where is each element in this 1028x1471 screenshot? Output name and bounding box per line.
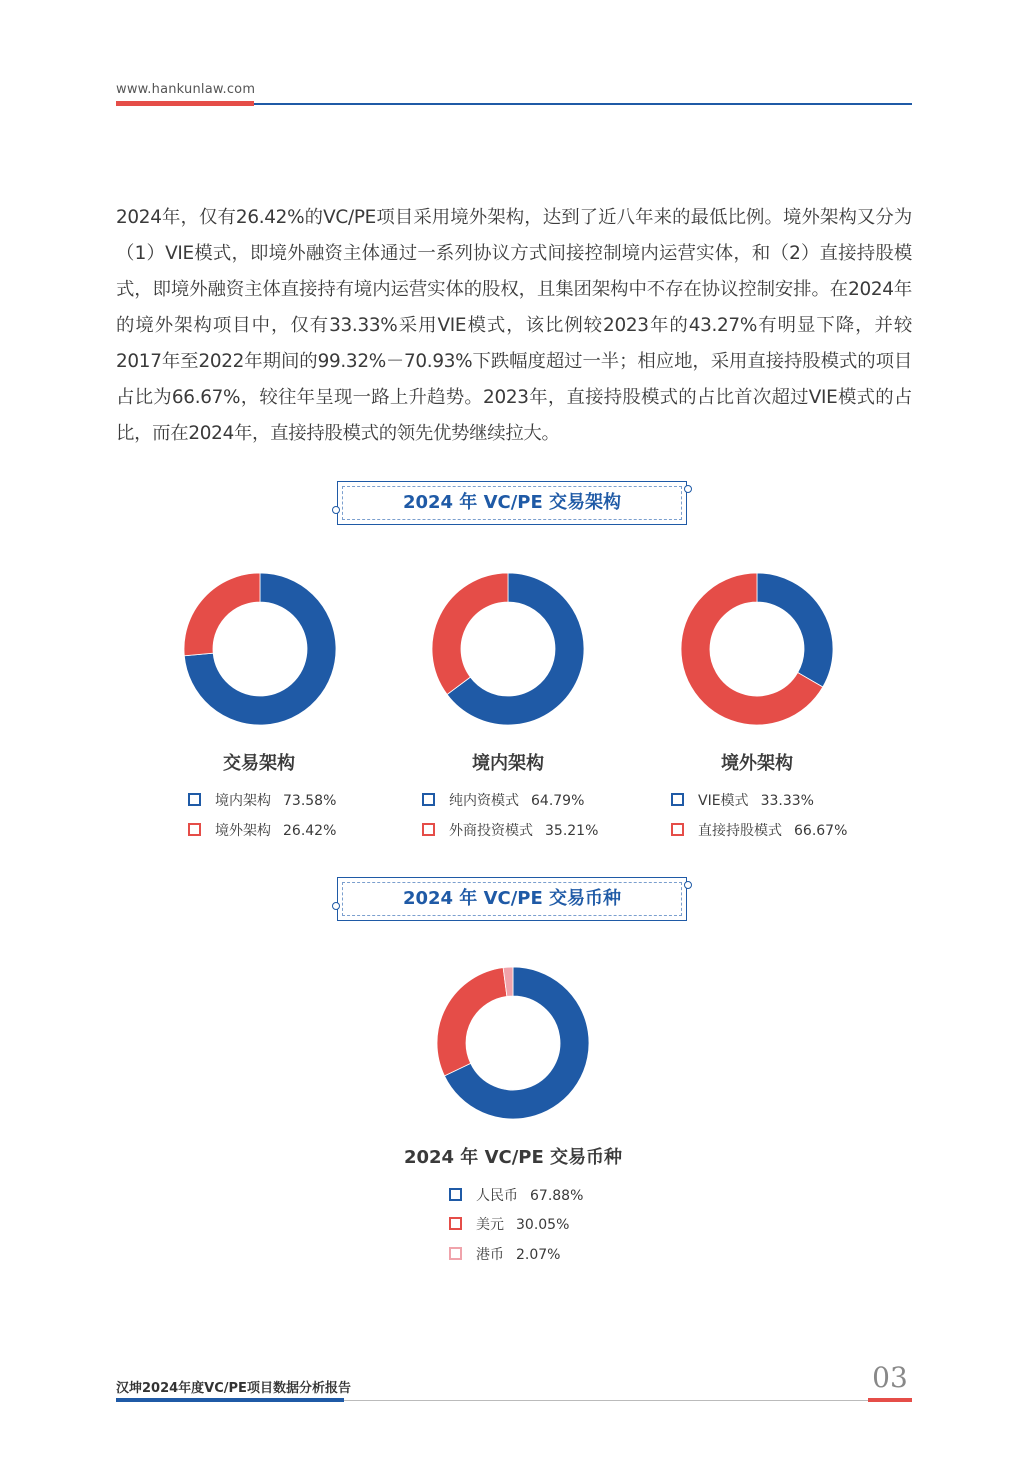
legend-item	[671, 820, 847, 842]
page-number: 03	[872, 1361, 908, 1394]
section-title-currency	[337, 877, 689, 923]
legend-value: 35.21%	[545, 823, 599, 839]
legend-label: 直接持股模式	[698, 823, 782, 839]
legend-swatch	[449, 1188, 462, 1201]
legend-swatch	[449, 1217, 462, 1230]
donut-chart-domestic-structure	[431, 572, 585, 726]
section-title-text: 2024 年 VC/PE 交易币种	[402, 888, 622, 909]
legend-swatch	[671, 793, 684, 806]
legend-item	[188, 790, 336, 812]
body-paragraph: 2024年，仅有26.42%的VC/PE项目采用境外架构，达到了近八年来的最低比例。境外架构又分为（1）VIE模式，即境外融资主体通过一系列协议方式间接控制境内运营实体，和（2）直接持股模式，即境外融资主体直接持有境内运营实体的股权，且集团架构中不存在协议控制安排。在2024年的境外架构项目中，仅有33.33%采用VIE模式，该比例较2023年的43.27%有明显下降，并较2017年至2022年期间的99.32%－70.93%下跌幅度超过一半；相应地，采用直接持股模式的项目占比为66.67%，较往年呈现一路上升趋势。2023年，直接持股模式的占比首次超过VIE模式的占比，而在2024年，直接持股模式的领先优势继续拉大。	[116, 207, 912, 444]
chart-title: 境内架构	[472, 753, 544, 774]
legend-label: 人民币	[476, 1188, 518, 1204]
donut-segment-1	[757, 573, 833, 687]
legend-item	[422, 790, 584, 812]
legend-swatch	[422, 793, 435, 806]
legend-item	[449, 1244, 560, 1266]
legend-value: 66.67%	[794, 823, 848, 839]
legend-swatch	[188, 793, 201, 806]
legend-item	[188, 820, 336, 842]
donut-chart-transaction-structure	[183, 572, 337, 726]
donut-segment-2	[437, 968, 507, 1076]
legend-item	[671, 790, 814, 812]
donut-segment-2	[432, 573, 508, 694]
legend-value: 73.58%	[283, 793, 337, 809]
legend-label: 境内架构	[215, 793, 271, 809]
frame-dot	[332, 506, 340, 514]
legend-label: 美元	[476, 1217, 504, 1233]
header-divider	[254, 103, 912, 105]
header-accent-bar	[116, 101, 254, 106]
legend-swatch	[671, 823, 684, 836]
site-url[interactable]: www.hankunlaw.com	[116, 82, 256, 97]
legend-label: 港币	[476, 1247, 504, 1263]
legend-swatch	[422, 823, 435, 836]
section-title-structure	[337, 481, 689, 527]
legend-label: 外商投资模式	[449, 823, 533, 839]
legend-swatch	[188, 823, 201, 836]
donut-chart-currency	[436, 966, 590, 1120]
chart-title: 交易架构	[223, 753, 295, 774]
legend-label: 境外架构	[215, 823, 271, 839]
legend-value: 64.79%	[531, 793, 585, 809]
legend-value: 26.42%	[283, 823, 337, 839]
legend-value: 2.07%	[516, 1247, 561, 1263]
footer-accent-bar-blue	[116, 1398, 344, 1402]
legend-value: 67.88%	[530, 1188, 584, 1204]
legend-item	[422, 820, 598, 842]
donut-segment-2	[184, 573, 260, 656]
footer-accent-bar-red	[868, 1398, 912, 1402]
frame-dot	[684, 881, 692, 889]
frame-dot	[684, 485, 692, 493]
chart-title: 2024 年 VC/PE 交易币种	[403, 1147, 623, 1168]
legend-value: 33.33%	[760, 793, 814, 809]
legend-label: 纯内资模式	[449, 793, 519, 809]
frame-dot	[332, 902, 340, 910]
legend-value: 30.05%	[516, 1217, 570, 1233]
section-title-text: 2024 年 VC/PE 交易架构	[402, 492, 622, 513]
legend-label: VIE模式	[698, 793, 749, 809]
legend-item	[449, 1185, 583, 1207]
chart-title: 境外架构	[721, 753, 793, 774]
footer-divider	[344, 1400, 868, 1401]
legend-item	[449, 1214, 569, 1236]
footer-report-title: 汉坤2024年度VC/PE项目数据分析报告	[116, 1381, 351, 1396]
donut-chart-offshore-structure	[680, 572, 834, 726]
legend-swatch	[449, 1247, 462, 1260]
